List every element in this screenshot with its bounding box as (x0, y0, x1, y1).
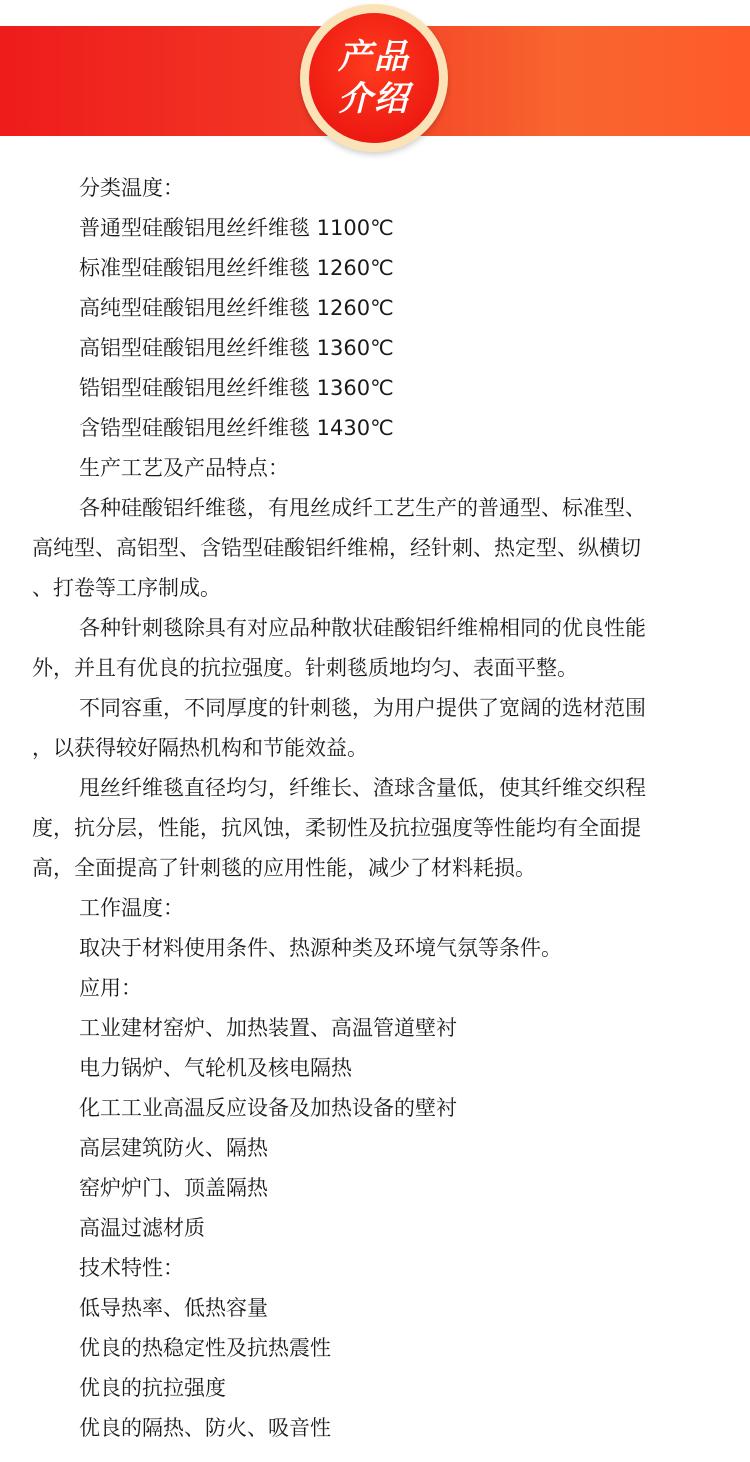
text-line: 度，抗分层，性能，抗风蚀，柔韧性及抗拉强度等性能均有全面提 (32, 816, 641, 840)
text-line: 取决于材料使用条件、热源种类及环境气氛等条件。 (79, 936, 562, 960)
section-header-banner (0, 0, 750, 160)
text-line: 应用： (79, 976, 142, 1000)
text-line: 优良的热稳定性及抗热震性 (79, 1336, 331, 1360)
text-line: 各种硅酸铝纤维毯，有甩丝成纤工艺生产的普通型、标准型、 (79, 496, 646, 520)
text-line: 分类温度： (79, 176, 184, 200)
section-title-line-2: 介绍 (338, 79, 410, 119)
text-line: 高铝型硅酸铝甩丝纤维毯 1360℃ (79, 336, 394, 360)
section-title-line-1: 产品 (338, 37, 410, 77)
text-line: ，以获得较好隔热机构和节能效益。 (32, 736, 368, 760)
text-line: 普通型硅酸铝甩丝纤维毯 1100℃ (79, 216, 394, 240)
text-line: 含锆型硅酸铝甩丝纤维毯 1430℃ (79, 416, 394, 440)
text-line: 电力锅炉、气轮机及核电隔热 (79, 1056, 352, 1080)
text-line: 低导热率、低热容量 (79, 1296, 268, 1320)
text-line: 工作温度： (79, 896, 184, 920)
text-line: 高纯型硅酸铝甩丝纤维毯 1260℃ (79, 296, 394, 320)
title-badge-inner (309, 13, 439, 143)
text-line: 化工工业高温反应设备及加热设备的壁衬 (79, 1096, 457, 1120)
text-line: 优良的隔热、防火、吸音性 (79, 1416, 331, 1440)
text-line: 高纯型、高铝型、含锆型硅酸铝纤维棉，经针刺、热定型、纵横切 (32, 536, 641, 560)
text-line: 工业建材窑炉、加热装置、高温管道壁衬 (79, 1016, 457, 1040)
text-line: 外，并且有优良的抗拉强度。针刺毯质地均匀、表面平整。 (32, 656, 578, 680)
text-line: 高温过滤材质 (79, 1216, 205, 1240)
text-line: 不同容重，不同厚度的针刺毯，为用户提供了宽阔的选材范围 (79, 696, 646, 720)
product-description (32, 168, 722, 1448)
text-line: 生产工艺及产品特点： (79, 456, 289, 480)
text-line: 高，全面提高了针刺毯的应用性能，减少了材料耗损。 (32, 856, 536, 880)
title-badge (300, 4, 448, 152)
text-line: 锆铝型硅酸铝甩丝纤维毯 1360℃ (79, 376, 394, 400)
text-line: 、打卷等工序制成。 (32, 576, 221, 600)
text-line: 技术特性： (79, 1256, 184, 1280)
text-line: 甩丝纤维毯直径均匀，纤维长、渣球含量低，使其纤维交织程 (79, 776, 646, 800)
text-line: 优良的抗拉强度 (79, 1376, 226, 1400)
text-line: 各种针刺毯除具有对应品种散状硅酸铝纤维棉相同的优良性能 (79, 616, 646, 640)
text-line: 标准型硅酸铝甩丝纤维毯 1260℃ (79, 256, 394, 280)
text-line: 高层建筑防火、隔热 (79, 1136, 268, 1160)
text-line: 窑炉炉门、顶盖隔热 (79, 1176, 268, 1200)
